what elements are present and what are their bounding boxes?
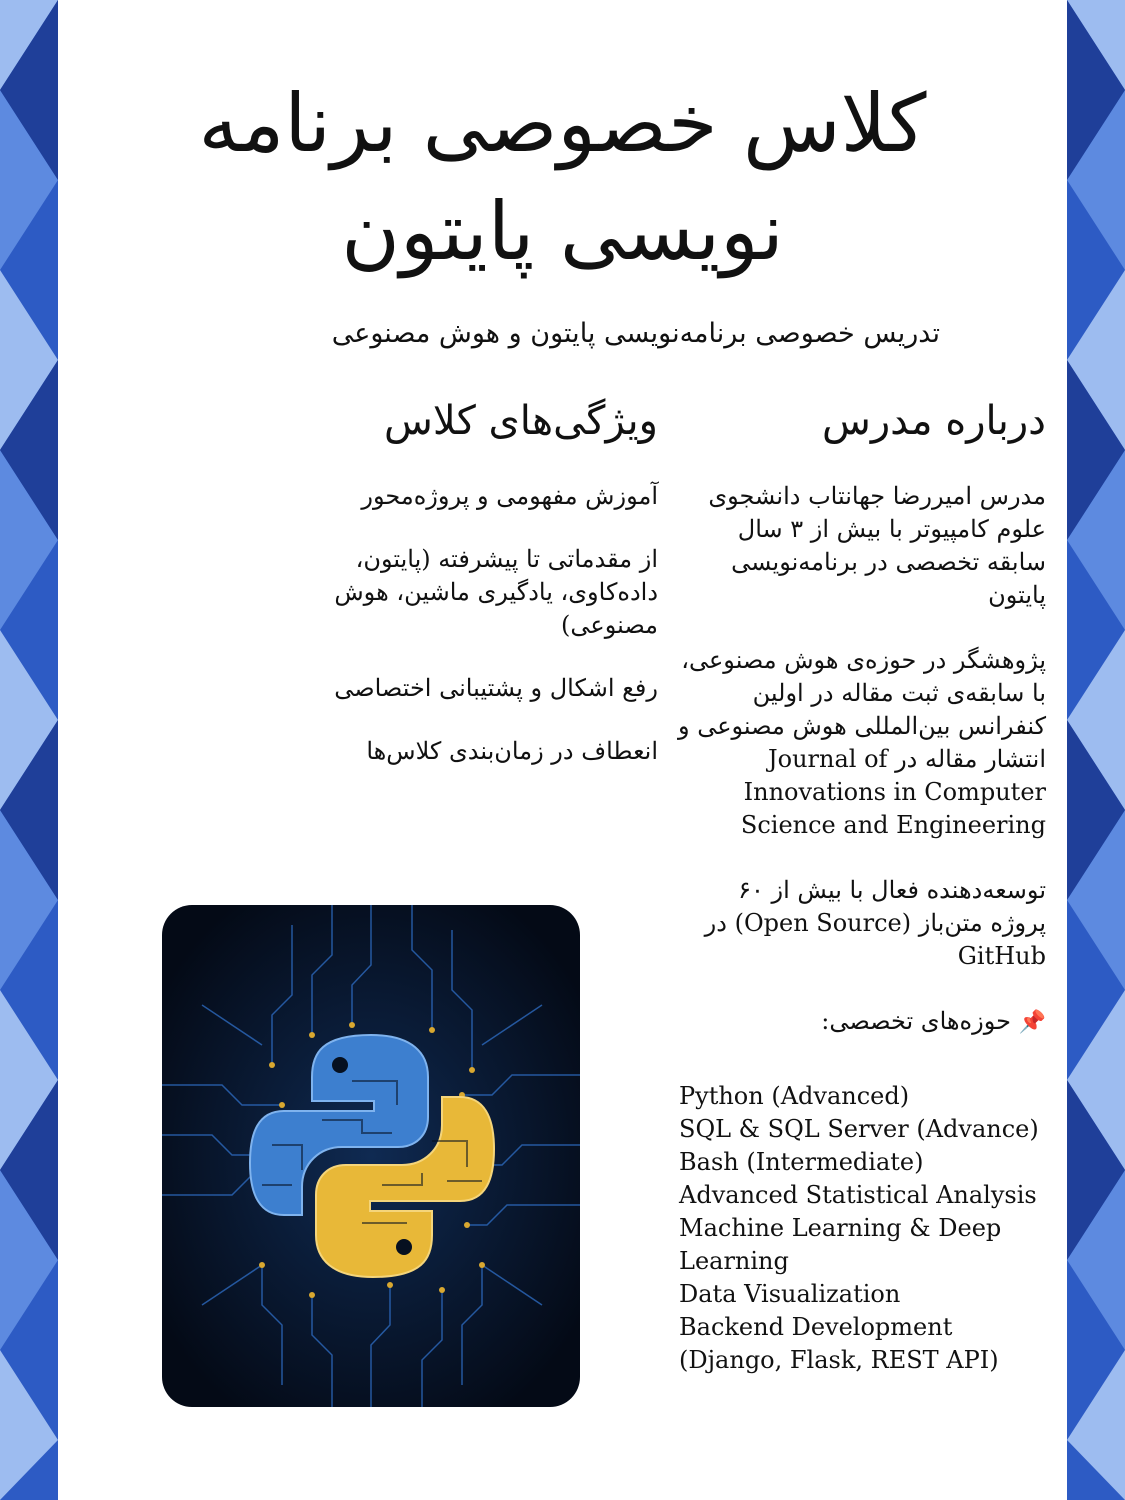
left-diamond-border [0,0,58,1500]
skills-title-row [676,1005,1046,1039]
right-diamond-border [1067,0,1125,1500]
skills-title: حوزه‌های تخصصی: [821,1007,1011,1035]
pin-icon: 📌 [1018,1010,1046,1035]
features-heading: ویژگی‌های کلاس [384,398,658,444]
page-title [110,70,1015,286]
skills-list [679,1080,1049,1377]
list-item: SQL & SQL Server (Advance) [679,1115,1039,1143]
list-item: Advanced Statistical Analysis [679,1181,1037,1209]
feature-item: رفع اشکال و پشتیبانی اختصاصی [334,674,658,702]
about-paragraph: مدرس امیررضا جهانتاب دانشجوی علوم کامپیوتر با بیش از ۳ سال سابقه تخصصی در برنامه‌نویسی پایتون [708,482,1046,609]
list-item: Python (Advanced) [679,1082,910,1110]
list-item: Backend Development (Django, Flask, REST API) [679,1313,999,1374]
about-paragraph: توسعه‌دهنده فعال با بیش از ۶۰ پروژه متن‌باز (Open Source) در GitHub [704,876,1046,970]
class-features-section [300,398,658,798]
page-subtitle: تدریس خصوصی برنامه‌نویسی پایتون و هوش مصنوعی [331,318,940,349]
list-item: Data Visualization [679,1280,901,1308]
feature-item: آموزش مفهومی و پروژه‌محور [361,482,658,510]
python-logo-image [162,905,580,1407]
title-line-1: کلاس خصوصی برنامه [198,77,927,170]
python-logo-icon [162,905,580,1407]
feature-item: از مقدماتی تا پیشرفته (پایتون، داده‌کاوی، یادگیری ماشین، هوش مصنوعی) [334,545,658,639]
title-line-2: نویسی پایتون [341,185,784,278]
about-instructor-section [676,398,1046,1041]
list-item: Machine Learning & Deep Learning [679,1214,1002,1275]
about-paragraph: پژوهشگر در حوزه‌ی هوش مصنوعی، با سابقه‌ی ثبت مقاله در اولین کنفرانس بین‌المللی هوش مصنوعی و انتشار مقاله در Journal of Innovations in Computer Science and Engineering [677,646,1046,839]
feature-item: انعطاف در زمان‌بندی کلاس‌ها [366,737,658,765]
list-item: Bash (Intermediate) [679,1148,924,1176]
about-heading: درباره مدرس [821,398,1046,444]
